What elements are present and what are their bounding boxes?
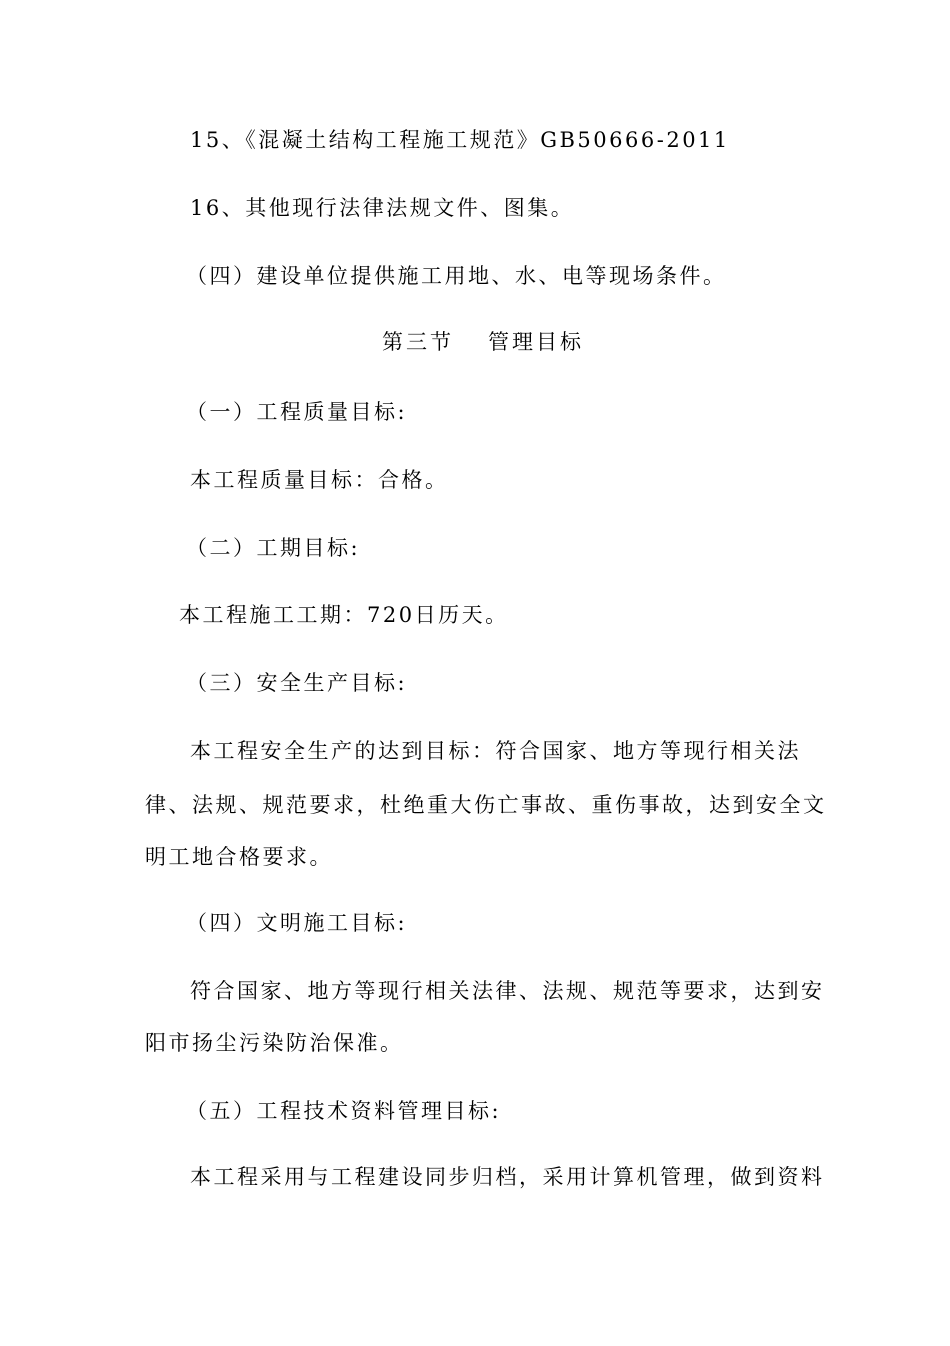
safety-target-text-line-2: 律、法规、规范要求，杜绝重大伤亡事故、重伤事故，达到安全文 [145, 793, 827, 817]
safety-target-heading: （三）安全生产目标: [186, 671, 408, 695]
section-number: 第三节 [382, 330, 454, 354]
schedule-target-text: 本工程施工工期：720日历天。 [179, 603, 509, 627]
section-heading [382, 328, 584, 356]
safety-target-text-line-1: 本工程安全生产的达到目标：符合国家、地方等现行相关法 [190, 739, 801, 763]
schedule-target-heading: （二）工期目标: [186, 536, 361, 560]
quality-target-text: 本工程质量目标：合格。 [190, 468, 449, 492]
civilized-construction-text-line-2: 阳市扬尘污染防治保准。 [145, 1031, 404, 1055]
reference-item-15: 15、《混凝土结构工程施工规范》GB50666-2011 [190, 128, 730, 152]
technical-documents-heading: （五）工程技术资料管理目标: [186, 1099, 502, 1123]
section-title: 管理目标 [488, 330, 584, 354]
civilized-construction-heading: （四）文明施工目标: [186, 911, 408, 935]
reference-item-16: 16、其他现行法律法规文件、图集。 [190, 196, 575, 220]
safety-target-text-line-3: 明工地合格要求。 [145, 845, 333, 869]
civilized-construction-text-line-1: 符合国家、地方等现行相关法律、法规、规范等要求，达到安 [190, 979, 825, 1003]
quality-target-heading: （一）工程质量目标: [186, 400, 408, 424]
site-conditions-paragraph: （四）建设单位提供施工用地、水、电等现场条件。 [186, 264, 727, 288]
technical-documents-text-line-1: 本工程采用与工程建设同步归档，采用计算机管理，做到资料 [190, 1165, 825, 1189]
